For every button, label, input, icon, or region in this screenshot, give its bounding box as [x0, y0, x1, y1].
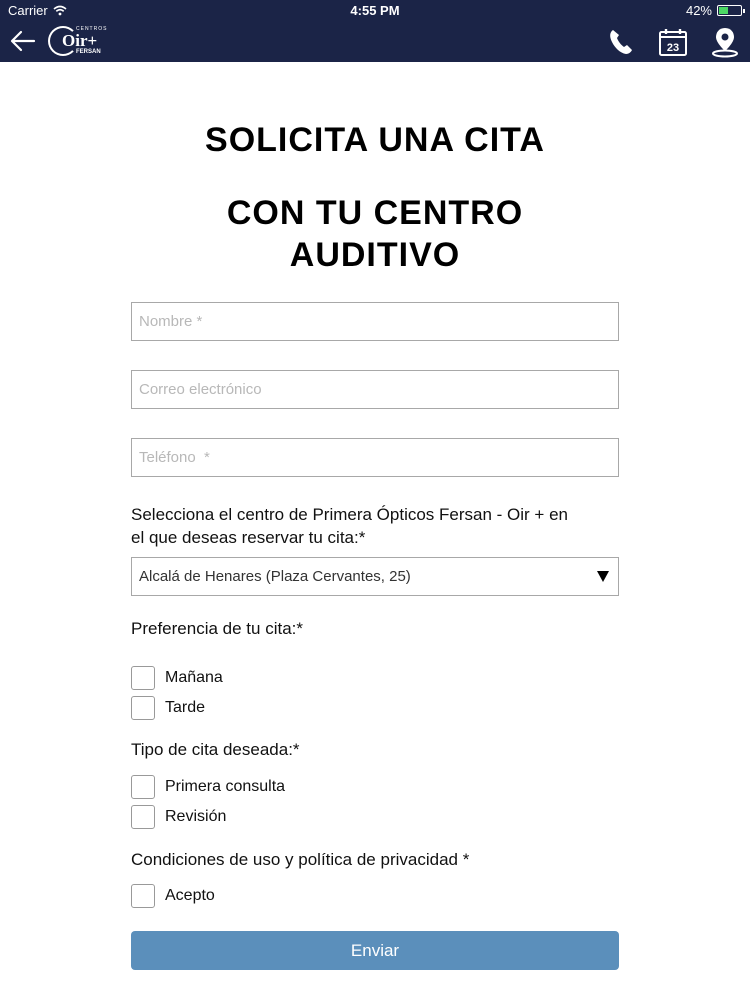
battery-fill — [719, 7, 728, 14]
phone-input[interactable] — [131, 438, 619, 477]
center-select-label-line1: Selecciona el centro de Primera Ópticos Fersan - Oir + en — [131, 505, 568, 524]
page-subtitle-line1: CON TU CENTRO — [226, 194, 524, 232]
type-option-first-consult[interactable] — [131, 775, 285, 799]
preference-label: Preferencia de tu cita:* — [131, 619, 303, 638]
page-subtitle-line2: AUDITIVO — [289, 236, 461, 274]
nav-row — [0, 20, 750, 62]
appointment-type-label: Tipo de cita deseada:* — [131, 740, 300, 759]
terms-accept-option[interactable] — [131, 884, 215, 908]
logo-main-text: Oir+ — [62, 31, 98, 50]
terms-label: Condiciones de uso y política de privacidad * — [131, 850, 470, 869]
checkbox-label: Tarde — [165, 699, 206, 716]
center-select-value: Alcalá de Henares (Plaza Cervantes, 25) — [139, 568, 411, 585]
phone-icon[interactable] — [605, 26, 637, 58]
center-select[interactable] — [131, 557, 619, 596]
carrier-label: Carrier — [8, 3, 48, 18]
page-title: SOLICITA UNA CITA — [205, 121, 545, 159]
dropdown-arrow-icon — [596, 569, 610, 583]
checkbox[interactable] — [131, 666, 155, 690]
preference-option-afternoon[interactable] — [131, 696, 205, 720]
battery-indicator — [686, 3, 742, 18]
type-option-review[interactable] — [131, 805, 226, 829]
top-bar — [0, 0, 750, 62]
checkbox-label: Primera consulta — [165, 778, 286, 795]
logo-bottom-text: FERSAN — [76, 49, 101, 55]
calendar-day-number: 23 — [666, 42, 680, 54]
checkbox-label: Revisión — [165, 808, 227, 825]
preference-option-morning[interactable] — [131, 666, 223, 690]
checkbox-label: Acepto — [165, 887, 215, 904]
location-pin-icon[interactable] — [709, 26, 741, 58]
checkbox[interactable] — [131, 884, 155, 908]
checkbox[interactable] — [131, 805, 155, 829]
calendar-icon[interactable] — [657, 26, 689, 58]
status-time: 4:55 PM — [350, 3, 400, 18]
back-arrow-icon[interactable] — [8, 26, 38, 56]
email-input[interactable] — [131, 370, 619, 409]
checkbox[interactable] — [131, 696, 155, 720]
checkbox-label: Mañana — [165, 669, 223, 686]
battery-percent: 42% — [685, 3, 712, 18]
battery-icon — [717, 5, 742, 16]
page-subtitle — [0, 192, 750, 276]
center-select-label — [131, 503, 631, 549]
brand-logo[interactable] — [48, 24, 107, 58]
name-input[interactable] — [131, 302, 619, 341]
submit-button[interactable]: Enviar — [131, 931, 619, 970]
logo-top-text: CENTROS — [76, 26, 108, 32]
status-bar — [0, 0, 750, 20]
checkbox[interactable] — [131, 775, 155, 799]
center-select-label-line2: el que deseas reservar tu cita:* — [131, 528, 366, 547]
